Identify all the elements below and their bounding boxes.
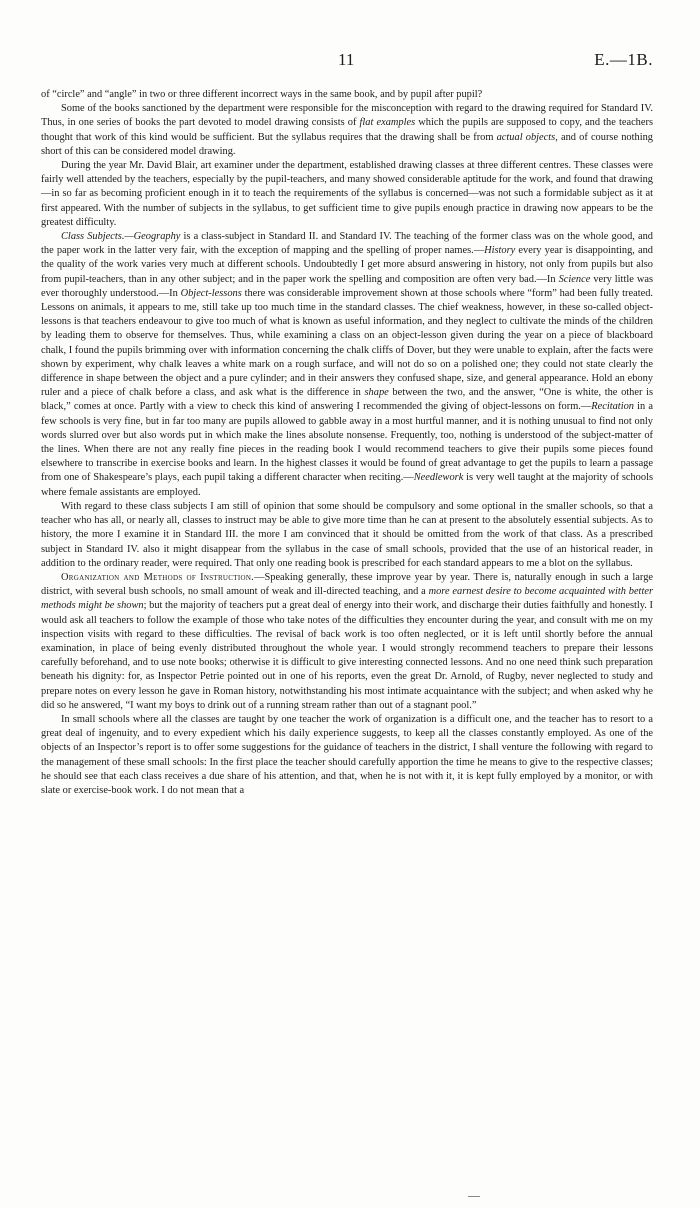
italic-text: Class Subjects.—Geography <box>61 231 181 243</box>
italic-text: Recitation <box>591 401 634 413</box>
body-text: During the year Mr. David Blair, art examiner under the department, established drawing classes at three different centres. These classes were fairly well attended by the teachers, especially by the pupil-teachers, and many showed considerable aptitude for the work, and found that drawing—in so far as becoming proficient enough in it to teach the requirements of the syllabus is concerned—was not such a formidable subject as it at first appeared. With the number of subjects in the syllabus, to get sufficient time to give pupils enough practice in drawing now appears to be the greatest difficulty. <box>41 160 653 228</box>
page-footer-mark <box>468 1196 480 1197</box>
italic-text: Science <box>558 273 591 285</box>
body-text: ; but the majority of teachers put a great deal of energy into their work, and discharge their duties faithfully and honestly. I would ask all teachers to follow the example of those who take notes of the difficulties they encounter during the year, and consult with me on my inspection visits with regard to these difficulties. The revisal of back work is too often neglected, or it is left until shortly before the annual examination, in place of being evenly distributed throughout the whole year. I would strongly recommend teachers to prepare their lessons carefully beforehand, and to use note books; otherwise it is difficult to give interesting connected lessons. And no one need think such preparation beneath his dignity: for, as Inspector Petrie pointed out in one of his reports, even the great Dr. Arnold, of Rugby, never neglected to study and prepare notes on every lesson he gave in Roman history, notwithstanding his most intimate acquaintance with the subject; and when asked why he did so he answered, “I want my boys to drink out of a running stream rather than out of a stagnant pool.” <box>41 600 653 711</box>
paragraph-books-sanctioned <box>41 102 653 159</box>
body-text: very little was ever thoroughly understood.—In <box>41 273 653 299</box>
document-reference: E.—1B. <box>594 50 653 69</box>
body-text: in a few schools is very fine, but in far too many are pupils allowed to gabble away in a most hurtful manner, and it is nothing unusual to find not only words slurred over but also words put in which make the lines absolute nonsense. Frequently, too, nothing is understood of the subject-matter of the lines. When there are not any really fine pieces in the reading book I would recommend teachers to give their pupils some pieces found elsewhere to transcribe in exercise books and learn. In the highest classes it would be found of great advantage to get the pupils to learn a passage from one of Shakespeare’s plays, each pupil taking a different character when reciting.— <box>41 401 654 484</box>
italic-text: shape <box>364 387 389 399</box>
body-text: there was considerable improvement shown at those schools where “form” had been fully treated. Lessons on animals, it appears to me, still take up too much time in the standard classes. The chief weakness, however, in these so-called object-lessons is that teachers endeavour to give too much of what is known as useful information, and they neglect to cultivate the minds of the children by leading them to observe for themselves. Thus, while examining a class on an object-lesson given during the year on a piece of blackboard chalk, I found the pupils brimming over with information concerning the chalk cliffs of Dover, but they were unable to explain, after the facts were shown by experiment, why chalk leaves a white mark on a rough surface, and will not do so on a polished one; they could not state clearly the difference in shape between the object and a pure cylinder; and in their answers they confused shape, size, and general appearance. Hold an ebony ruler and a piece of chalk before a class, and ask what is the difference in <box>41 287 653 399</box>
paragraph-organization-methods <box>41 571 653 713</box>
report-body <box>41 88 653 798</box>
italic-text: Object-lessons <box>180 287 242 299</box>
body-text: is a class-subject in Standard II. and Standard IV. The teaching of the former class was on the whole good, and the paper work in the latter very fair, with the exception of mapping and the spelling of proper names.— <box>41 231 653 257</box>
paragraph-drawing-errors <box>41 88 653 102</box>
paragraph-compulsory-subjects <box>41 500 653 571</box>
paragraph-small-schools <box>41 713 653 798</box>
body-text: of “circle” and “angle” in two or three different incorrect ways in the same book, and by pupil after pupil? <box>41 89 483 100</box>
body-text: which the pupils are supposed to copy, and the teachers thought that work of this kind would be sufficient. But the syllabus requires that the drawing shall be from <box>41 117 653 143</box>
body-text: between the two, and the answer, “One is white, the other is black,” comes at once. Partly with a view to check this kind of answering I recommended the giving of object-lessons on form.— <box>41 387 654 413</box>
italic-text: more earnest desire to become acquainted with better methods might be shown <box>41 586 653 612</box>
paragraph-class-subjects <box>41 230 653 500</box>
body-text: is very well taught at the majority of schools where female assistants are employed. <box>41 472 654 498</box>
section-heading: Organization and Methods of Instruction. <box>61 571 255 583</box>
body-text: In small schools where all the classes are taught by one teacher the work of organization is a difficult one, and the teacher has to resort to a great deal of ingenuity, and to every expedient which his daily experience suggests, to keep all the classes constantly employed. As one of the objects of an Inspector’s report is to offer some suggestions for the guidance of teachers in the district, I shall venture the following with regard to the management of these small schools: In the first place the teacher should carefully apportion the time he means to give to the respective classes; he should see that each class receives a due share of his attention, and that, when he is not with it, it is kept fully employed by a monitor, or with slate or exercise-book work. I do not mean that a <box>41 713 653 796</box>
paragraph-drawing-classes <box>41 159 653 230</box>
italic-text: actual objects <box>496 131 556 143</box>
italic-text: Needlework <box>413 472 464 484</box>
body-text: Some of the books sanctioned by the department were responsible for the misconception with regard to the drawing required for Standard IV. Thus, in one series of books the part devoted to model drawing consists of <box>41 103 653 129</box>
body-text: —Speaking generally, these improve year by year. There is, naturally enough in such a large district, with several bush schools, no small amount of weak and ill-directed teaching, and a <box>41 571 653 598</box>
page-number: 11 <box>338 50 355 69</box>
body-text: , and of course nothing short of this can be considered model drawing. <box>41 131 653 157</box>
italic-text: History <box>484 245 516 257</box>
body-text: With regard to these class subjects I am still of opinion that some should be compulsory and some optional in the smaller schools, so that a teacher who has all, or nearly all, classes to instruct may be able to give more time than he can at present to the absolutely essential subjects. As to history, the more I examine it in Standard III. the more I am convinced that it should be omitted from the work of that class. As a prescribed subject in Standard IV. also it might disappear from the syllabus in the case of small schools, provided that the use of an historical reader, in addition to the ordinary reader, were required. That only one reading book is prescribed for each standard appears to me a blot on the syllabus. <box>41 500 653 569</box>
body-text: every year is disappointing, and the quality of the work varies very much at different schools. Undoubtedly I get more absurd answering in history, not only from pupils but also from pupil-teachers, than in any other subject; and in the paper work the spelling and composition are often very bad.—In <box>41 245 653 285</box>
italic-text: flat examples <box>359 117 416 129</box>
